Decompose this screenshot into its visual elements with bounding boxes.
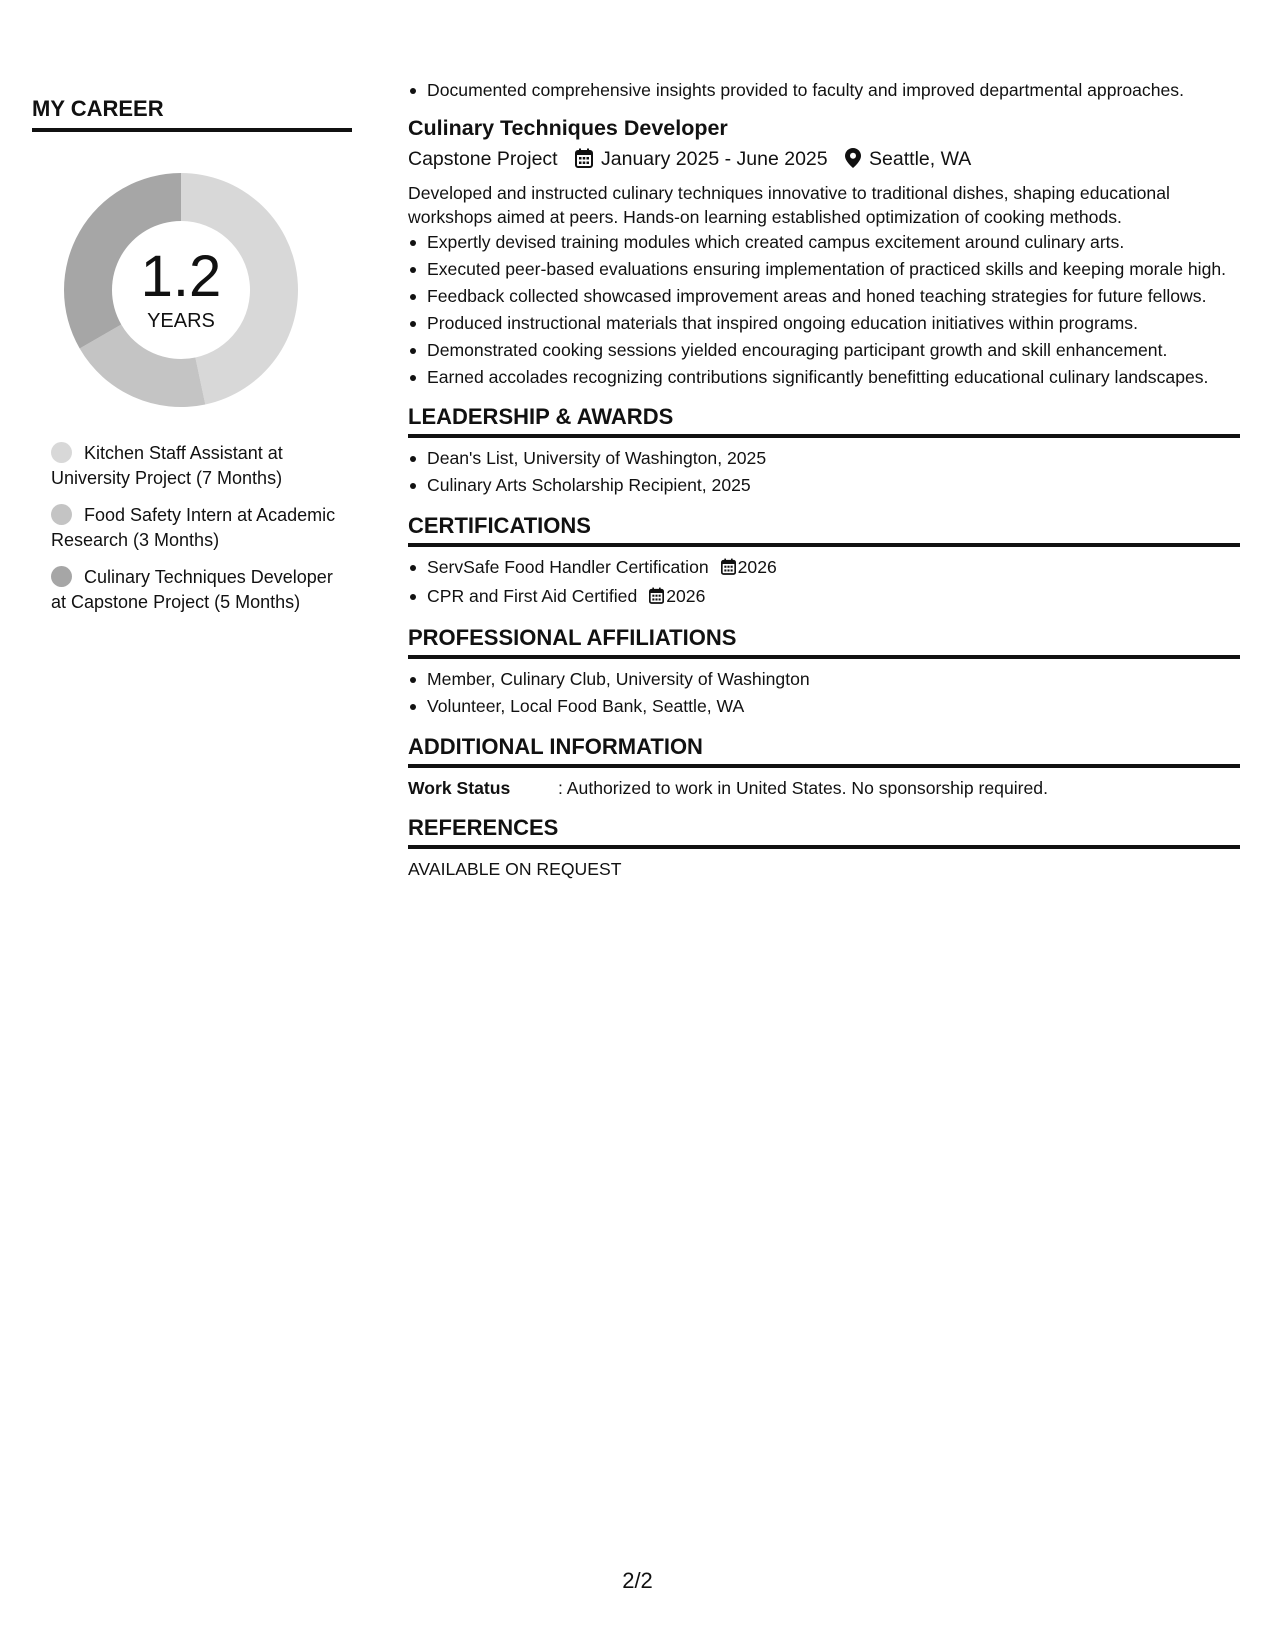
affiliations-list [408,667,1240,719]
section-title-additional: ADDITIONAL INFORMATION [408,733,1240,768]
job-company: Capstone Project [408,147,558,170]
leadership-list [408,446,1240,498]
list-item [427,584,1240,611]
references-text: AVAILABLE ON REQUEST [408,858,622,879]
career-title: MY CAREER [32,96,352,132]
work-status-label: Work Status [408,777,511,798]
list-item: Produced instructional materials that inspired ongoing education initiatives within programs. [427,311,1240,336]
section-title-references: REFERENCES [408,814,1240,849]
legend-item [51,565,352,615]
carryover-bullets [408,78,1240,103]
certification-year: 2026 [666,585,706,606]
job-bullets [408,230,1240,390]
certification-name: ServSafe Food Handler Certification [427,556,709,577]
calendar-icon [575,147,593,177]
map-pin-icon [845,147,861,177]
list-item: Demonstrated cooking sessions yielded encouraging participant growth and skill enhancement. [427,338,1240,363]
list-item: Volunteer, Local Food Bank, Seattle, WA [427,694,1240,719]
list-item: Dean's List, University of Washington, 2025 [427,446,1240,471]
legend-label: Culinary Techniques Developer at Capstone Project (5 Months) [51,567,333,612]
work-status-value: : Authorized to work in United States. No sponsorship required. [558,777,1048,798]
section-title-leadership: LEADERSHIP & AWARDS [408,403,1240,438]
section-title-certifications: CERTIFICATIONS [408,512,1240,547]
calendar-icon [721,557,736,582]
career-legend [51,441,352,615]
section-title-affiliations: PROFESSIONAL AFFILIATIONS [408,624,1240,659]
job-meta [408,144,1240,177]
list-item: Executed peer-based evaluations ensuring implementation of practiced skills and keeping morale high. [427,257,1240,282]
list-item: Expertly devised training modules which created campus excitement around culinary arts. [427,230,1240,255]
legend-dot [51,504,72,525]
legend-dot [51,442,72,463]
job-title: Culinary Techniques Developer [408,115,728,140]
career-donut-chart [56,165,306,415]
job-location: Seattle, WA [869,147,972,170]
list-item: Culinary Arts Scholarship Recipient, 2025 [427,473,1240,498]
total-years-value: 1.2 [140,243,222,309]
job-dates: January 2025 - June 2025 [601,147,828,170]
total-years-unit: YEARS [147,309,215,332]
donut-center [56,165,306,415]
list-item: Documented comprehensive insights provided to faculty and improved departmental approaches. [427,78,1240,103]
list-item: Feedback collected showcased improvement areas and honed teaching strategies for future fellows. [427,284,1240,309]
legend-dot [51,566,72,587]
career-sidebar [32,96,352,627]
list-item: Member, Culinary Club, University of Washington [427,667,1240,692]
page-number: 2/2 [622,1568,653,1593]
main-content [408,78,1240,881]
legend-item [51,503,352,553]
legend-label: Kitchen Staff Assistant at University Project (7 Months) [51,443,283,488]
list-item [427,555,1240,582]
certification-name: CPR and First Aid Certified [427,585,638,606]
certifications-list [408,555,1240,611]
job-description: Developed and instructed culinary techniques innovative to traditional dishes, shaping educational workshops aimed at peers. Hands-on learning established optimization of cooking methods. [408,182,1170,227]
list-item: Earned accolades recognizing contributions significantly benefitting educational culinary landscapes. [427,365,1240,390]
certification-year: 2026 [737,556,777,577]
legend-label: Food Safety Intern at Academic Research (3 Months) [51,505,336,550]
work-status-row [408,776,1240,800]
legend-item [51,441,352,491]
calendar-icon [649,586,664,611]
